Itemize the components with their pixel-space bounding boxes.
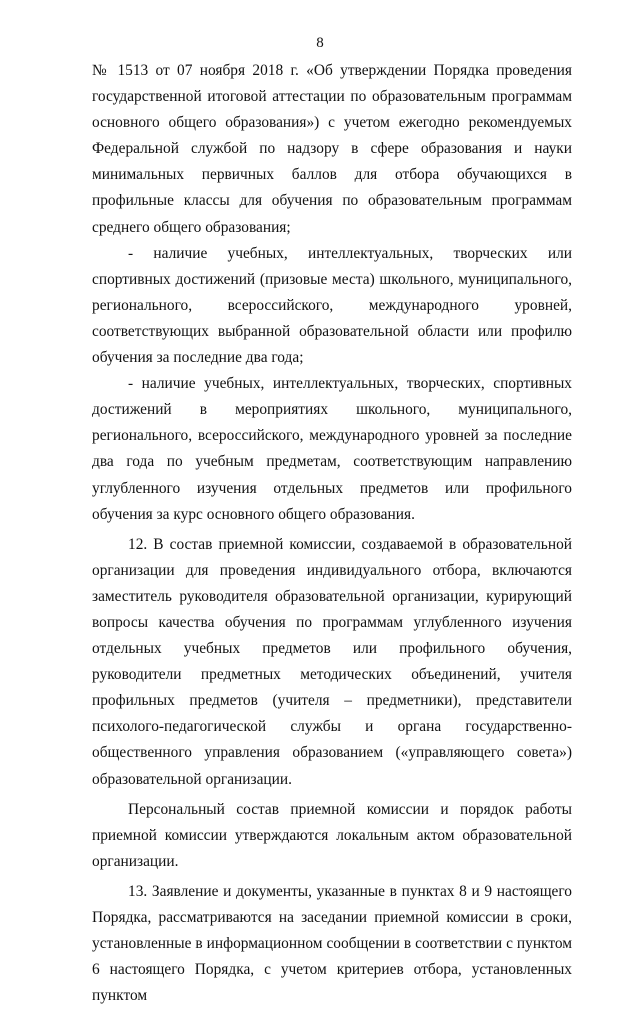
paragraph-commission-composition: Персональный состав приемной комиссии и порядок работы приемной комиссии утверждаются локальным актом образовательной организации. (92, 800, 572, 870)
document-body (92, 58, 572, 1009)
page-number: 8 (316, 35, 324, 51)
paragraph-bullet-achievements: - наличие учебных, интеллектуальных, творческих или спортивных достижений (призовые места) школьного, муниципального, регионального, всероссийского, международного уровней, соответствующих выбранной образовательной области или профилю обучения за последние два года; (92, 244, 572, 367)
paragraph-item-12: 12. В состав приемной комиссии, создаваемой в образовательной организации для проведения индивидуального отбора, включаются заместитель руководителя образовательной организации, курирующий вопросы качества обучения по программам углубленного изучения отдельных учебных предметов или профильного обучения, руководители предметных методических объединений, учителя профильных предметов (учителя – предметники), представители психолого-педагогической службы и органа государственно-общественного управления образованием («управляющего совета») образовательной организации. (92, 535, 572, 788)
paragraph-item-13: 13. Заявление и документы, указанные в пунктах 8 и 9 настоящего Порядка, рассматриваются на заседании приемной комиссии в сроки, установленные в информационном сообщении в соответствии с пунктом 6 настоящего Порядка, с учетом критериев отбора, установленных пунктом (92, 882, 572, 1005)
paragraph-continuation: № 1513 от 07 ноября 2018 г. «Об утверждении Порядка проведения государственной итоговой аттестации по образовательным программам основного общего образования») с учетом ежегодно рекомендуемых Федеральной службой по надзору в сфере образования и науки минимальных первичных баллов для отбора обучающихся в профильные классы для обучения по образовательным программам среднего общего образования; (92, 62, 572, 236)
paragraph-bullet-events: - наличие учебных, интеллектуальных, творческих, спортивных достижений в мероприятиях школьного, муниципального, регионального, всероссийского, международного уровней за последние два года по учебным предметам, соответствующим направлению углубленного изучения отдельных предметов или профильного обучения за курс основного общего образования. (92, 375, 572, 523)
